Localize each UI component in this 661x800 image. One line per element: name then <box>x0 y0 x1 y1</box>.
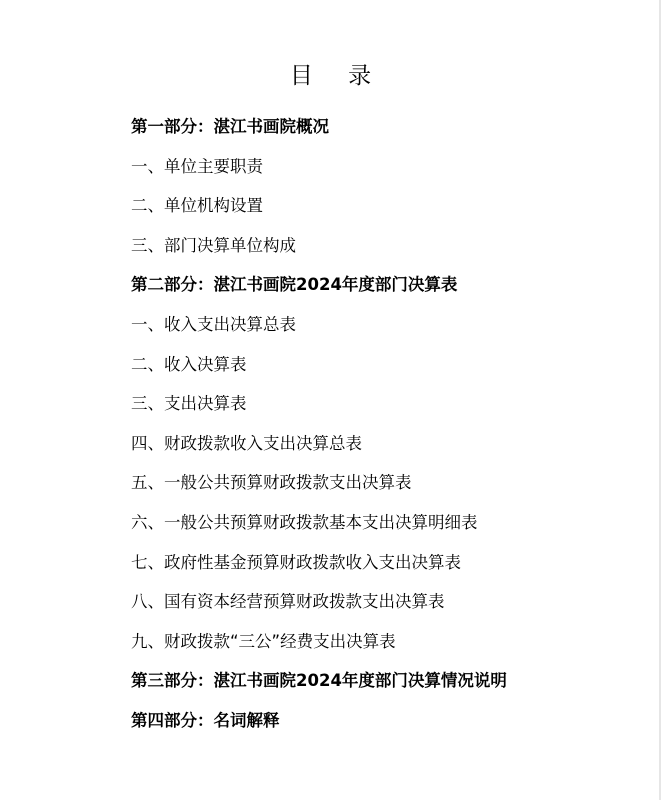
toc-part-3: 第三部分：湛江书画院2024年度部门决算情况说明 <box>131 671 507 691</box>
toc-item: 一、单位主要职责 <box>131 156 263 176</box>
toc-item: 三、支出决算表 <box>131 394 247 414</box>
toc-part-2: 第二部分：湛江书画院2024年度部门决算表 <box>131 275 458 295</box>
toc-item: 四、财政拨款收入支出决算总表 <box>131 433 362 453</box>
page-title: 目 录 <box>289 63 386 89</box>
toc-item: 一、收入支出决算总表 <box>131 314 296 334</box>
toc-item: 六、一般公共预算财政拨款基本支出决算明细表 <box>131 512 478 532</box>
toc-item: 三、部门决算单位构成 <box>131 235 296 255</box>
toc-item: 八、国有资本经营预算财政拨款支出决算表 <box>131 592 445 612</box>
toc-item: 九、财政拨款“三公”经费支出决算表 <box>131 631 396 651</box>
toc-part-4: 第四部分：名词解释 <box>131 710 280 730</box>
toc-item: 二、单位机构设置 <box>131 196 263 216</box>
toc-item: 二、收入决算表 <box>131 354 247 374</box>
toc-item: 七、政府性基金预算财政拨款收入支出决算表 <box>131 552 461 572</box>
toc-item: 五、一般公共预算财政拨款支出决算表 <box>131 473 412 493</box>
toc-part-1: 第一部分：湛江书画院概况 <box>131 117 329 136</box>
table-of-contents <box>131 114 507 748</box>
